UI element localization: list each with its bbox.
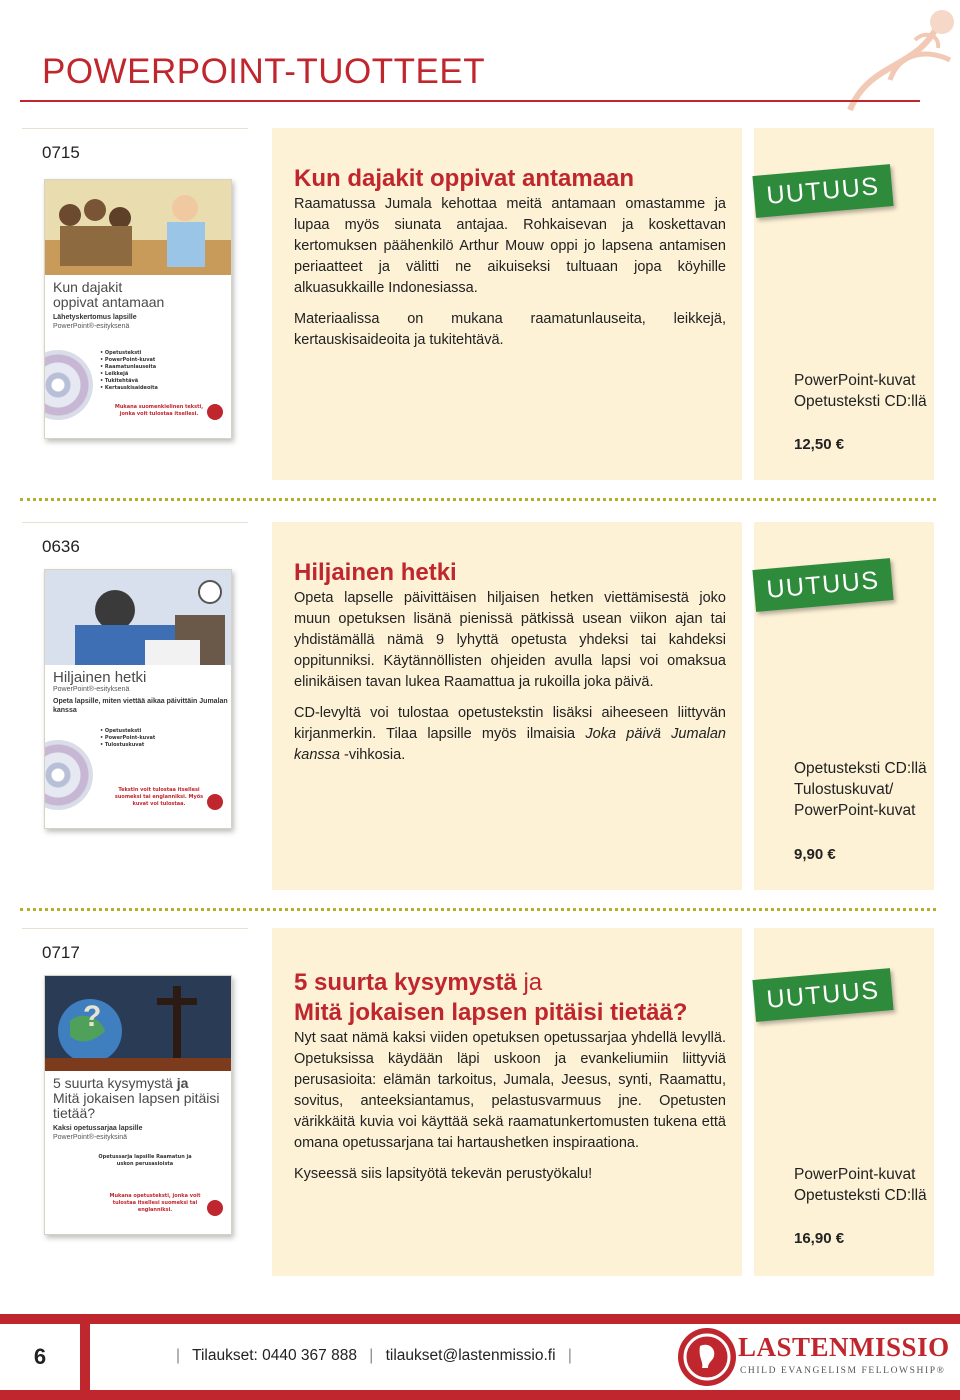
logo-name: LASTENMISSIO: [738, 1332, 950, 1362]
cover-title-text: 5 suurta kysymystä: [53, 1075, 173, 1091]
cover-title: [53, 1076, 228, 1142]
cover-content-item: • Opetusteksti: [100, 350, 142, 356]
cover-note: Mukana opetusteksti, jonka voit tulostaa itsellesi suomeksi tai englanniksi.: [109, 1193, 201, 1213]
order-email[interactable]: tilaukset@lastenmissio.fi: [385, 1347, 556, 1364]
order-phone: Tilaukset: 0440 367 888: [192, 1347, 357, 1364]
cover-content-item: • Opetusteksti: [100, 728, 142, 734]
title-rule: [20, 100, 920, 102]
cover-content-item: • PowerPoint-kuvat: [100, 357, 156, 363]
dotted-divider: [20, 498, 936, 501]
cover-subtitle: Opeta lapsille, miten viettää aikaa päivittäin Jumalan kanssa: [53, 698, 228, 714]
cover-series: PowerPoint®-esityksinä: [53, 1134, 128, 1141]
cover-title-join: ja: [176, 1075, 189, 1091]
product-code: 0715: [42, 143, 80, 162]
format-item: Opetusteksti CD:llä: [794, 760, 927, 777]
cover-content-item: • Tulostuskuvat: [100, 742, 145, 748]
format-item: Opetusteksti CD:llä: [794, 393, 927, 410]
child-profile-icon: [678, 1328, 736, 1386]
booklet-title: Joka päivä Jumalan kanssa: [294, 726, 726, 763]
cover-content-item: • PowerPoint-kuvat: [100, 735, 156, 741]
product-0715: [22, 128, 934, 480]
product-content: [294, 164, 726, 351]
cover-contents: [95, 1154, 195, 1168]
description-text: CD-levyltä voi tulostaa opetustekstin lisäksi aiheeseen liittyvän kirjanmerkin. Tilaa lapsille myös ilmaisia: [294, 705, 726, 742]
product-description: Opeta lapselle päivittäisen hiljaisen hetken viettämisestä joko muun opetuksen lisänä pienissä pätkissä usean viikon ajan tai yhdistämällä nämä 9 lyhyttä opetusta yhdeksi tai kahdeksi oppitunniksi. Käytännöllisten ohjeiden avulla lapsi voi omaksua elinikäisen tavan lukea Raamattua ja rukoilla joka päivä.: [294, 590, 726, 690]
product-price: 9,90 €: [794, 846, 836, 863]
svg-text:?: ?: [83, 1000, 102, 1033]
format-item: Tulostuskuvat/: [794, 781, 894, 798]
logo-icon: [207, 404, 223, 420]
cover-content-item: • Kertauskisaideoita: [100, 385, 158, 391]
product-title-part: 5 suurta kysymystä: [294, 969, 517, 996]
cover-title-line: Mitä jokaisen lapsen pitäisi tietää?: [53, 1090, 220, 1121]
product-description-panel: [272, 522, 742, 890]
logo-icon: [207, 794, 223, 810]
product-formats: [794, 370, 927, 412]
product-title: [294, 968, 726, 1028]
floral-ornament-icon: [830, 0, 960, 120]
contact-info: [168, 1347, 580, 1365]
cover-contents: [100, 728, 155, 749]
footer-strip: [90, 1324, 960, 1390]
product-title-join: ja: [516, 969, 543, 996]
description-text: -vihkosia.: [343, 747, 406, 763]
globe-and-cross-illustration: [45, 976, 232, 1071]
cover-subtitle: Lähetyskertomus lapsille: [53, 314, 137, 321]
cover-title-line: Hiljainen hetki: [53, 669, 147, 686]
cover-subtitle: Kaksi opetussarjaa lapsille: [53, 1125, 143, 1132]
format-item: PowerPoint-kuvat: [794, 802, 916, 819]
format-item: PowerPoint-kuvat: [794, 372, 916, 389]
product-content: [294, 968, 726, 1185]
product-code-column: [22, 522, 248, 890]
product-description: Kyseessä siis lapsityötä tekevän perustyökalu!: [294, 1166, 593, 1182]
cover-contents: [100, 350, 158, 392]
cover-content-item: • Raamatunlauseita: [100, 364, 157, 370]
product-description: [294, 703, 726, 766]
cover-series: PowerPoint®-esityksenä: [53, 686, 130, 693]
product-title-part: Mitä jokaisen lapsen pitäisi tietää?: [294, 999, 688, 1026]
product-description: Materiaalissa on mukana raamatunlauseita, leikkejä, kertauskisaideoita ja tukitehtävä.: [294, 311, 726, 348]
lastenmissio-logo-icon: [678, 1328, 736, 1386]
separator: |: [567, 1347, 572, 1364]
product-info-panel: [754, 522, 934, 890]
new-badge: UUTUUS: [752, 968, 893, 1022]
product-formats: [794, 758, 927, 821]
product-description-panel: [272, 928, 742, 1276]
product-info-panel: [754, 928, 934, 1276]
cover-title-line: Kun dajakit: [53, 279, 123, 295]
product-code: 0636: [42, 537, 80, 556]
cover-title: [53, 280, 228, 331]
separator: |: [369, 1347, 374, 1364]
praying-boy-illustration: [45, 570, 232, 665]
product-cover-image[interactable]: [44, 179, 232, 439]
product-cover-image[interactable]: [44, 975, 232, 1235]
cover-content-item: • Leikkejä: [100, 371, 129, 377]
cd-disc-icon: [44, 740, 93, 810]
product-formats: [794, 1164, 927, 1206]
cover-content-item: • Tukitehtävä: [100, 378, 139, 384]
page-number: 6: [0, 1314, 80, 1400]
cover-title: [53, 670, 228, 715]
dotted-divider: [20, 908, 936, 911]
product-0636: [22, 522, 934, 890]
logo-icon: [207, 1200, 223, 1216]
product-description: Raamatussa Jumala kehottaa meitä antamaan omastamme ja lupaa myös siunata antajaa. Rohkaisevan ja koskettavan kertomuksen päähenkilö Arthur Mouw oppi jo lapsena antamisen periaatteet ja välitti ne aikuiseksi tultuaan jopa köyhille alkuasukkaille Indonesiassa.: [294, 196, 726, 296]
format-item: Opetusteksti CD:llä: [794, 1187, 927, 1204]
cover-title-line: [53, 1076, 228, 1091]
new-badge: UUTUUS: [752, 164, 893, 218]
cover-series: PowerPoint®-esityksenä: [53, 323, 130, 330]
page-title: POWERPOINT-TUOTTEET: [42, 52, 486, 91]
cover-note: Tekstin voit tulostaa itsellesi suomeksi tai englanniksi. Myös kuvat voi tulostaa.: [114, 787, 204, 807]
product-content: [294, 558, 726, 766]
product-code-column: [22, 128, 248, 480]
cover-note: Mukana suomenkielinen teksti, jonka voit tulostaa itsellesi.: [114, 404, 204, 417]
logo-subtitle: CHILD EVANGELISM FELLOWSHIP®: [740, 1366, 946, 1376]
cover-content-item: Opetussarja lapsille Raamatun ja uskon perusasioista: [98, 1154, 192, 1167]
product-description-panel: [272, 128, 742, 480]
product-title: Kun dajakit oppivat antamaan: [294, 165, 635, 192]
product-price: 16,90 €: [794, 1230, 845, 1247]
product-code: 0717: [42, 943, 80, 962]
new-badge: UUTUUS: [752, 558, 893, 612]
cd-disc-icon: [44, 350, 93, 420]
product-0717: [22, 928, 934, 1276]
product-price: 12,50 €: [794, 436, 845, 453]
format-item: PowerPoint-kuvat: [794, 1166, 916, 1183]
product-info-panel: [754, 128, 934, 480]
product-cover-image[interactable]: [44, 569, 232, 829]
missionary-children-illustration: [45, 180, 232, 275]
separator: |: [176, 1347, 181, 1364]
product-description: Nyt saat nämä kaksi viiden opetuksen opetussarjaa yhdellä levyllä. Opetuksissa käydään läpi uskoon ja evankeliumiin liittyviä perusasioita: elämän tarkoitus, Jumala, Jeesus, synti, Raamattu, sovitus, anteeksiantamus, pelastusvarmuus jne. Opetusten värikkäitä kuvia voi käyttää sekä raamatunkertomusten tukena että omana opetussarjana tai hartaushetken inspiraationa.: [294, 1030, 726, 1151]
product-code-column: [22, 928, 248, 1276]
product-title: Hiljainen hetki: [294, 559, 457, 586]
cover-title-line: oppivat antamaan: [53, 294, 165, 310]
page-footer: [0, 1314, 960, 1400]
